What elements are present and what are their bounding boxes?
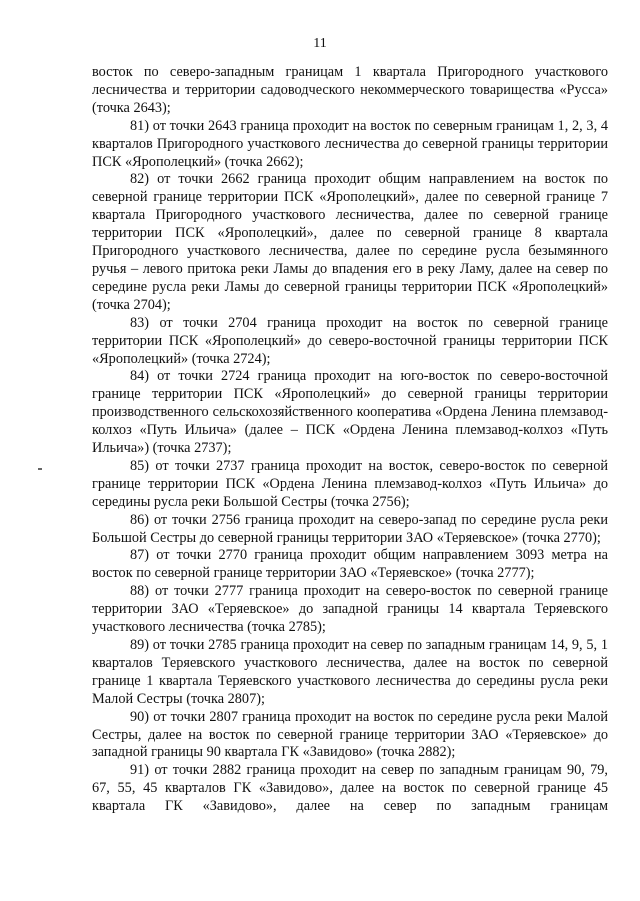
- paragraph-item-84: 84) от точки 2724 граница проходит на юго-восток по северо-восточной границе территории ПСК «Ярополецкий» до северной границы территории производственного сельскохозяйственного кооператива «Ордена Ленина племзавод-колхоз «Путь Ильича» (далее – ПСК «Ордена Ленина племзавод-колхоз «Путь Ильича») (точка 2737);: [92, 368, 608, 457]
- paragraph-continuation: восток по северо-западным границам 1 квартала Пригородного участкового лесничества и территории садоводческого некоммерческого товарищества «Русса» (точка 2643);: [92, 64, 608, 116]
- paragraph-item-89: 89) от точки 2785 граница проходит на север по западным границам 14, 9, 5, 1 кварталов Теряевского участкового лесничества, далее на восток по северной границе 1 квартала Теряевского участкового лесничества до середины русла реки Малой Сестры (точка 2807);: [92, 637, 608, 707]
- paragraph-item-90: 90) от точки 2807 граница проходит на восток по середине русла реки Малой Сестры, далее на восток по северной границе территории ЗАО «Теряевское» до западной границы 90 квартала ГК «Завидово» (точка 2882);: [92, 708, 608, 761]
- paragraph-item-86: 86) от точки 2756 граница проходит на северо-запад по середине русла реки Большой Сестры до северной границы территории ЗАО «Теряевское» (точка 2770);: [92, 511, 608, 546]
- paragraph-item-83: 83) от точки 2704 граница проходит на восток по северной границе территории ПСК «Ярополецкий» до северо-восточной границы территории ПСК «Ярополецкий» (точка 2724);: [92, 314, 608, 367]
- margin-mark: [38, 468, 42, 470]
- paragraph-item-81: 81) от точки 2643 граница проходит на восток по северным границам 1, 2, 3, 4 кварталов Пригородного участкового лесничества до северной границы территории ПСК «Ярополецкий» (точка 2662);: [92, 117, 608, 170]
- paragraph-item-85: 85) от точки 2737 граница проходит на восток, северо-восток по северной границе территории ПСК «Ордена Ленина племзавод-колхоз «Путь Ильича» до середины русла реки Большой Сестры (точка 2756);: [92, 457, 608, 510]
- paragraph-item-88: 88) от точки 2777 граница проходит на северо-восток по северной границе территории ЗАО «Теряевское» до западной границы 14 квартала Теряевского участкового лесничества (точка 2785);: [92, 583, 608, 636]
- paragraph-item-87: 87) от точки 2770 граница проходит общим направлением 3093 метра на восток по северной границе территории ЗАО «Теряевское» (точка 2777);: [92, 547, 608, 582]
- paragraph-item-82: 82) от точки 2662 граница проходит общим направлением на восток по северной границе территории ПСК «Ярополецкий», далее по северной границе 7 квартала Пригородного участкового лесничества, далее по северной границе территории ПСК «Ярополецкий», далее по северной границе 8 квартала Пригородного участкового лесничества, далее по середине русла безымянного ручья – левого притока реки Ламы до впадения его в реку Ламу, далее на север по середине русла реки Ламы до северной границы территории ПСК «Ярополецкий» (точка 2704);: [92, 171, 608, 313]
- page-number: 11: [313, 36, 327, 51]
- document-body: [92, 64, 608, 816]
- paragraph-item-91: 91) от точки 2882 граница проходит на север по западным границам 90, 79, 67, 55, 45 кварталов ГК «Завидово», далее на восток по северной границе 45 квартала ГК «Завидово», далее на север по западным границам: [92, 762, 608, 815]
